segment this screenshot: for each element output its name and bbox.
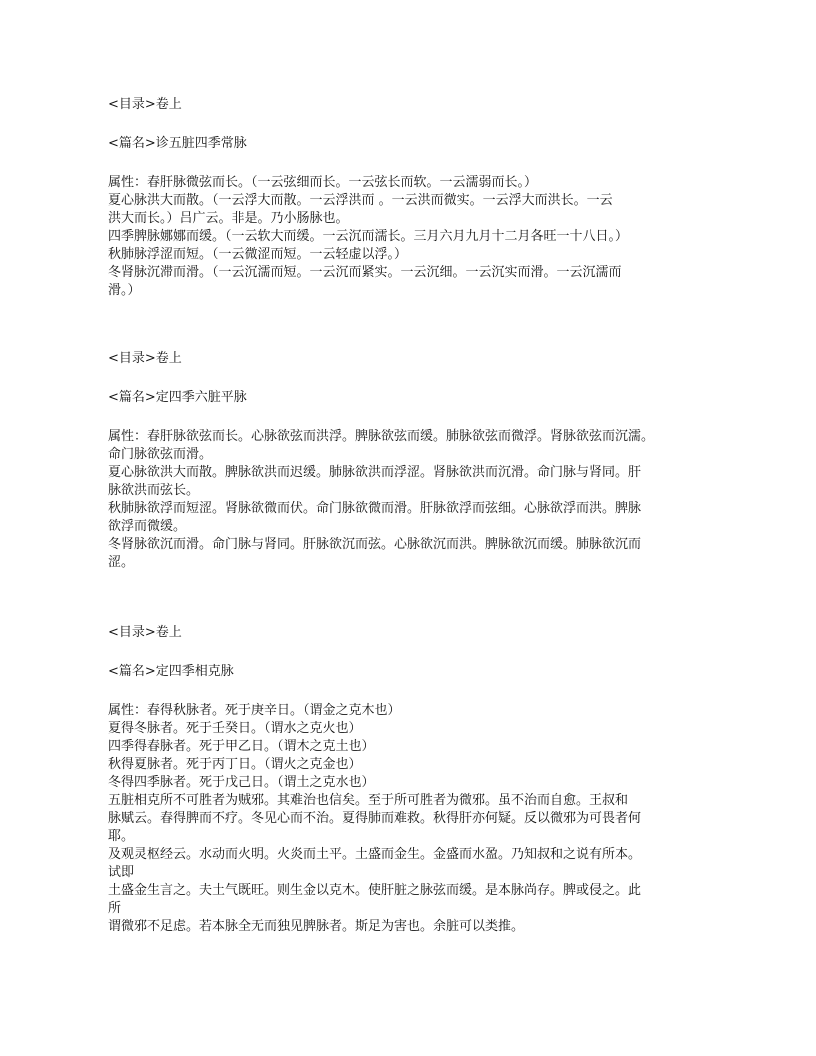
text-line: 脉赋云。春得脾而不疗。冬见心而不治。夏得肺而难救。秋得肝亦何疑。反以微邪为可畏者何 (108, 811, 642, 826)
text-line: 土盛金生言之。夫土气既旺。则生金以克木。使肝脏之脉弦而缓。是本脉尚存。脾或侵之。此 (108, 883, 642, 898)
catalog-heading: <目录>卷上 (108, 625, 182, 640)
text-line: 冬得四季脉者。死于戊己日。（谓土之克水也） (108, 775, 375, 790)
text-line: 秋肺脉欲浮而短涩。肾脉欲微而伏。命门脉欲微而滑。肝脉欲浮而弦细。心脉欲浮而洪。脾脉 (108, 501, 642, 516)
text-line: 秋得夏脉者。死于丙丁日。（谓火之克金也） (108, 757, 362, 772)
text-line: 四季得春脉者。死于甲乙日。（谓木之克土也） (108, 739, 375, 754)
text-line: 属性：春得秋脉者。死于庚辛日。（谓金之克木也） (108, 703, 401, 718)
text-line: 滑。） (108, 283, 141, 298)
text-line: 秋肺脉浮涩而短。（一云微涩而短。一云轻虚以浮。） (108, 247, 408, 262)
text-line: 四季脾脉娜娜而缓。（一云软大而缓。一云沉而濡长。三月六月九月十二月各旺一十八日。） (108, 229, 629, 244)
text-line: 脉欲洪而弦长。 (108, 483, 200, 498)
text-line: 谓微邪不足虑。若本脉全无而独见脾脉者。斯足为害也。余脏可以类推。 (108, 919, 525, 934)
section-3 (108, 624, 704, 936)
text-line: 及观灵枢经云。水动而火明。火炎而土平。土盛而金生。金盛而水盈。乃知叔和之说有所本。 (108, 847, 642, 862)
text-line: 夏心脉欲洪大而散。脾脉欲洪而迟缓。肺脉欲洪而浮涩。肾脉欲洪而沉滑。命门脉与肾同。肝 (108, 465, 642, 480)
text-line: 试即 (108, 865, 135, 880)
catalog-heading: <目录>卷上 (108, 97, 182, 112)
section-2 (108, 350, 704, 572)
text-line: 耶。 (108, 829, 135, 844)
text-line: 洪大而长。）吕广云。非是。乃小肠脉也。 (108, 211, 349, 226)
chapter-title: <篇名>诊五脏四季常脉 (108, 136, 247, 151)
chapter-title: <篇名>定四季六脏平脉 (108, 390, 247, 405)
text-line: 夏得冬脉者。死于壬癸日。（谓水之克火也） (108, 721, 362, 736)
text-line: 命门脉欲弦而滑。 (108, 447, 213, 462)
chapter-title: <篇名>定四季相克脉 (108, 664, 234, 679)
text-line: 涩。 (108, 555, 135, 570)
section-1 (108, 96, 704, 300)
text-line: 欲浮而微缓。 (108, 519, 187, 534)
text-line: 属性：春肝脉欲弦而长。心脉欲弦而洪浮。脾脉欲弦而缓。肺脉欲弦而微浮。肾脉欲弦而沉濡。 (108, 429, 655, 444)
text-line: 属性：春肝脉微弦而长。（一云弦细而长。一云弦长而软。一云濡弱而长。） (108, 175, 538, 190)
text-line: 五脏相克所不可胜者为贼邪。其难治也信矣。至于所可胜者为微邪。虽不治而自愈。王叔和 (108, 793, 629, 808)
text-line: 冬肾脉欲沉而滑。命门脉与肾同。肝脉欲沉而弦。心脉欲沉而洪。脾脉欲沉而缓。肺脉欲沉而 (108, 537, 642, 552)
catalog-heading: <目录>卷上 (108, 351, 182, 366)
text-line: 冬肾脉沉滞而滑。（一云沉濡而短。一云沉而紧实。一云沉细。一云沉实而滑。一云沉濡而 (108, 265, 622, 280)
text-line: 所 (108, 901, 122, 916)
text-line: 夏心脉洪大而散。（一云浮大而散。一云浮洪而 。一云洪而微实。一云浮大而洪长。一云 (108, 193, 613, 208)
